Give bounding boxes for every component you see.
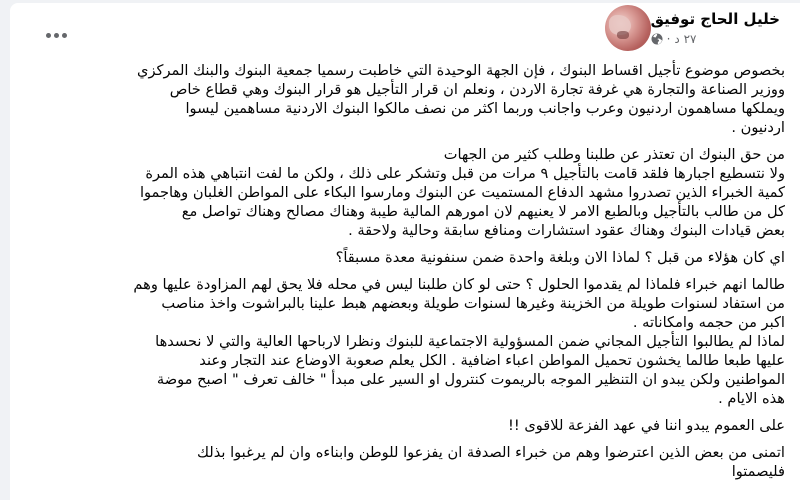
post-line: اي كان هؤلاء من قبل ؟ لماذا الان وبلغة واحدة ضمن سنفونية معدة مسبقاً؟ [335,249,785,266]
post-line: من استفاد لسنوات طويلة من الخزينة وغيرها لسنوات طويلة وبعضهم هبط علينا بالبراشوت واخذ مناصب [161,295,785,312]
post-line: بخصوص موضوع تأجيل اقساط البنوك ، فإن الجهة الوحيدة التي خاطبت رسميا جمعية البنوك والبنك المركزي [137,62,785,79]
post-paragraph [25,145,785,240]
post-line: ولا نتسطيع اجبارها فلقد قامت بالتأجيل ٩ مرات من قبل وتشكر على ذلك ، ولكن ما لفت انتباهي هذه المرة [145,165,785,182]
post-line: طالما انهم خبراء فلماذا لم يقدموا الحلول ؟ حتى لو كان طلبنا ليس في محله فلا يحق لهم المزاودة عليها وهم [133,276,785,293]
post-options-button[interactable] [38,25,74,45]
post-line: عليها طبعا طالما يخشون تحميل المواطن اعباء اضافية . الكل يعلم صعوبة الاوضاع عند التجار وعند [199,352,785,369]
post-meta [651,31,697,47]
more-horizontal-icon [54,33,59,38]
author-name[interactable]: خليل الحاج توفيق [650,10,780,28]
post-line: المواطنين ولكن يبدو ان التنظير الموجه بالريموت كنترول او السير على مبدأ " خالف تعرف " اصبح موضة [156,371,785,388]
more-horizontal-icon [46,33,51,38]
post-header-text [651,9,780,47]
meta-separator: · [666,32,671,46]
post-line: من حق البنوك ان تعتذر عن طلبنا وطلب كثير من الجهات [443,146,785,163]
post-paragraph [25,275,785,408]
post-paragraph [25,61,785,137]
post-paragraph [25,248,785,267]
post-line: فليصمتوا [731,463,785,480]
author-avatar[interactable] [605,5,651,51]
post-line: ويملكها مساهمون اردنيون وعرب واجانب وربما اكثر من نصف مالكوا البنوك الاردنية مساهمين ليسوا [185,100,785,117]
post-line: بعض قيادات البنوك وهناك عقود استشارات ومنافع سابقة وحالية ولاحقة . [348,222,785,239]
post-paragraph [25,443,785,481]
post-line: لماذا لم يطالبوا التأجيل المجاني ضمن المسؤولية الاجتماعية للبنوك ونظرا لارباحها العالية والتي لا نحسدها [155,333,785,350]
post-line: على العموم يبدو اننا في عهد الفزعة للاقوى !! [507,417,785,434]
post-card [10,3,800,500]
post-body [25,61,785,489]
post-line: ووزير الصناعة والتجارة هي غرفة تجارة الاردن ، ونعلم ان قرار التأجيل هو قرار البنوك وهي قطاع خاص [169,81,785,98]
post-timestamp[interactable]: ٢٧ د [674,32,697,46]
post-header [605,5,790,51]
post-paragraph [25,416,785,435]
post-line: كمية الخبراء الذين تصدروا مشهد الدفاع المستميت عن البنوك ومارسوا البكاء على المواطن الغلبان وهاجموا [139,184,785,201]
post-line: اكبر من حجمه وامكاناته . [632,314,785,331]
globe-icon[interactable] [651,33,663,45]
more-horizontal-icon [62,33,67,38]
post-line: كل من طالب بالتأجيل وبالطبع الامر لا يعنيهم لان امورهم المالية طيبة وهناك مصالح وهناك تواصل مع [181,203,785,220]
post-line: اتمنى من بعض الذين اعترضوا وهم من خبراء الصدفة ان يفزعوا للوطن وابناءه وان لم يرغبوا بذلك [196,444,785,461]
post-line: اردنيون . [731,119,785,136]
post-line: هذه الايام . [718,390,785,407]
